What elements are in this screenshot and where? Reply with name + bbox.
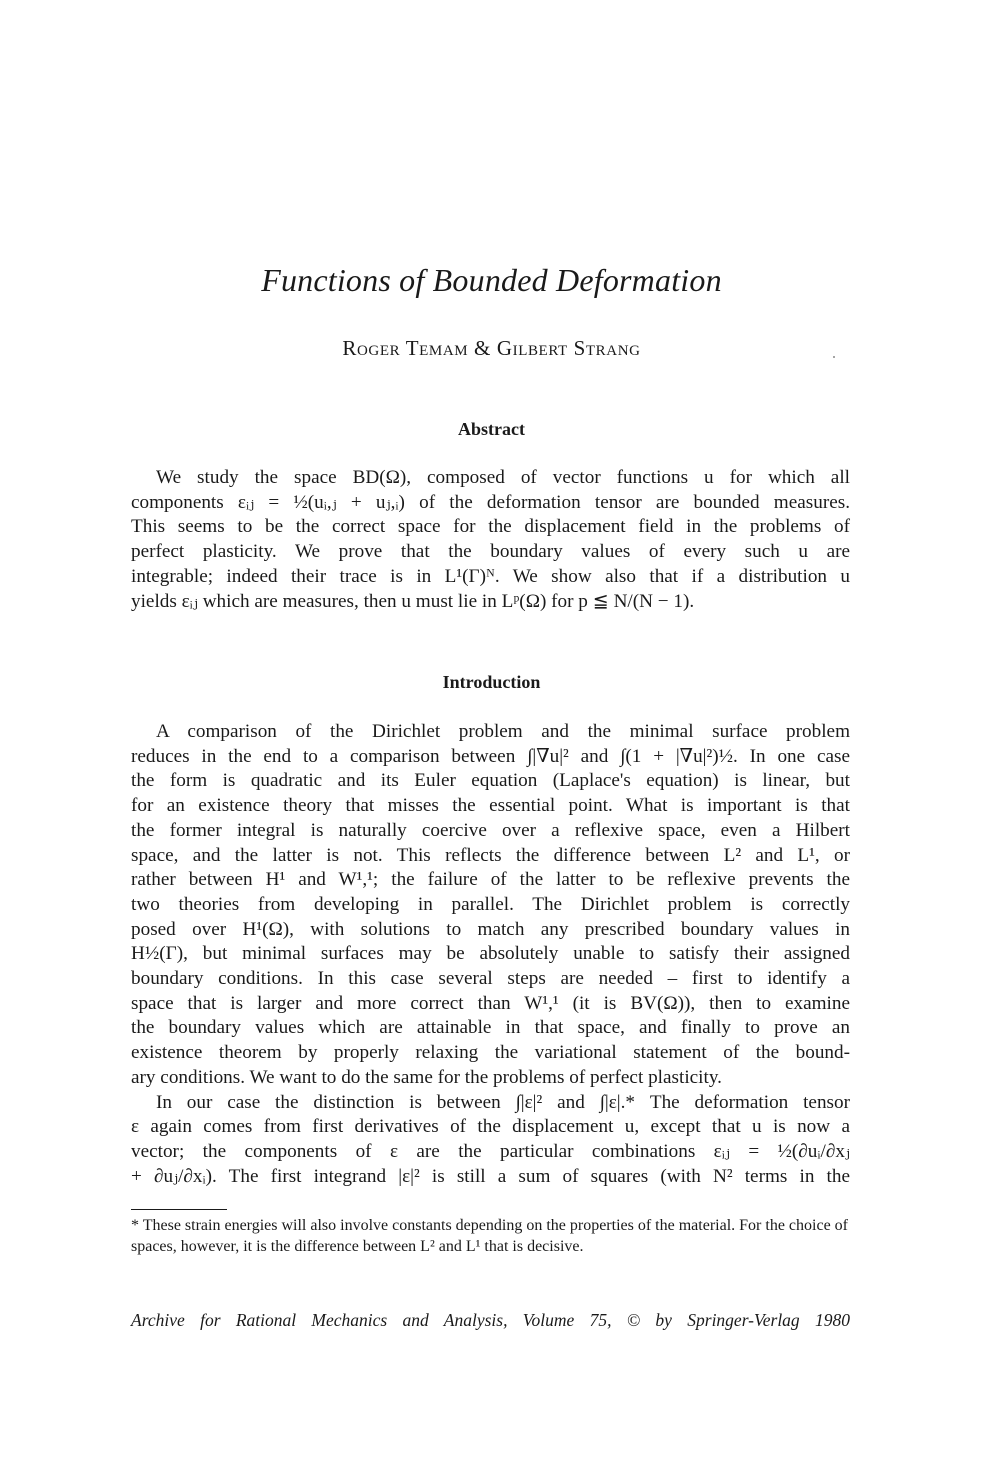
intro-line: rather between H¹ and W¹,¹; the failure of the latter to be reflexive prevents the: [131, 869, 850, 891]
introduction-heading: Introduction: [442, 672, 541, 692]
intro-line: reduces in the end to a comparison between ∫|∇u|² and ∫(1 + |∇u|²)½. In one case: [131, 745, 850, 767]
abstract-heading: Abstract: [458, 419, 525, 439]
intro-line: ε again comes from first derivatives of the displacement u, except that u is now a: [131, 1116, 850, 1138]
scan-speck: [833, 356, 835, 358]
footnote-rule: [131, 1209, 227, 1210]
intro-line: H½(Γ), but minimal surfaces may be absolutely unable to satisfy their assigned: [131, 943, 850, 965]
intro-line: existence theorem by properly relaxing the variational statement of the bound-: [131, 1042, 850, 1064]
intro-line: space, and the latter is not. This reflects the difference between L² and L¹, or: [131, 844, 850, 866]
paper-authors: Roger Temam & Gilbert Strang: [342, 336, 641, 360]
abstract-line: We study the space BD(Ω), composed of vector functions u for which all: [156, 467, 850, 488]
intro-line: A comparison of the Dirichlet problem and the minimal surface problem: [156, 721, 850, 742]
intro-line: the boundary values which are attainable in that space, and finally to prove an: [131, 1017, 850, 1039]
abstract-line: integrable; indeed their trace is in L¹(Γ)ᴺ. We show also that if a distribution u: [131, 565, 850, 587]
introduction-body: [131, 720, 850, 1189]
paper-title: Functions of Bounded Deformation: [261, 262, 722, 298]
abstract-body: [131, 466, 850, 614]
intro-line: boundary conditions. In this case several steps are needed – first to identify a: [131, 968, 850, 990]
intro-line: for an existence theory that misses the essential point. What is important is that: [131, 795, 850, 817]
intro-line: space that is larger and more correct than W¹,¹ (it is BV(Ω)), then to examine: [131, 992, 850, 1014]
abstract-line: This seems to be the correct space for the displacement field in the problems of: [131, 516, 850, 538]
footnote: * These strain energies will also involve constants depending on the properties of the material. For the choice of spaces, however, it is the difference between L² and L¹ that is decisive.: [131, 1217, 848, 1255]
intro-line: In our case the distinction is between ∫|ε|² and ∫|ε|.* The deformation tensor: [156, 1091, 850, 1113]
intro-line: vector; the components of ε are the particular combinations εᵢⱼ = ½(∂uᵢ/∂xⱼ: [131, 1140, 850, 1162]
journal-footer: Archive for Rational Mechanics and Analysis, Volume 75, © by Springer-Verlag 1980: [131, 1310, 850, 1330]
intro-line: + ∂uⱼ/∂xᵢ). The first integrand |ε|² is still a sum of squares (with N² terms in the: [131, 1165, 850, 1187]
abstract-line: perfect plasticity. We prove that the boundary values of every such u are: [131, 541, 850, 563]
intro-line: the form is quadratic and its Euler equation (Laplace's equation) is linear, but: [131, 770, 850, 792]
intro-line: ary conditions. We want to do the same for the problems of perfect plasticity.: [131, 1066, 722, 1088]
abstract-line: components εᵢⱼ = ½(uᵢ,ⱼ + uⱼ,ᵢ) of the deformation tensor are bounded measures.: [131, 491, 850, 513]
intro-line: two theories from developing in parallel. The Dirichlet problem is correctly: [131, 893, 850, 915]
intro-line: the former integral is naturally coercive over a reflexive space, even a Hilbert: [131, 819, 850, 841]
abstract-line: yields εᵢⱼ which are measures, then u must lie in Lᵖ(Ω) for p ≦ N/(N − 1).: [131, 590, 695, 612]
intro-line: posed over H¹(Ω), with solutions to match any prescribed boundary values in: [131, 918, 850, 940]
